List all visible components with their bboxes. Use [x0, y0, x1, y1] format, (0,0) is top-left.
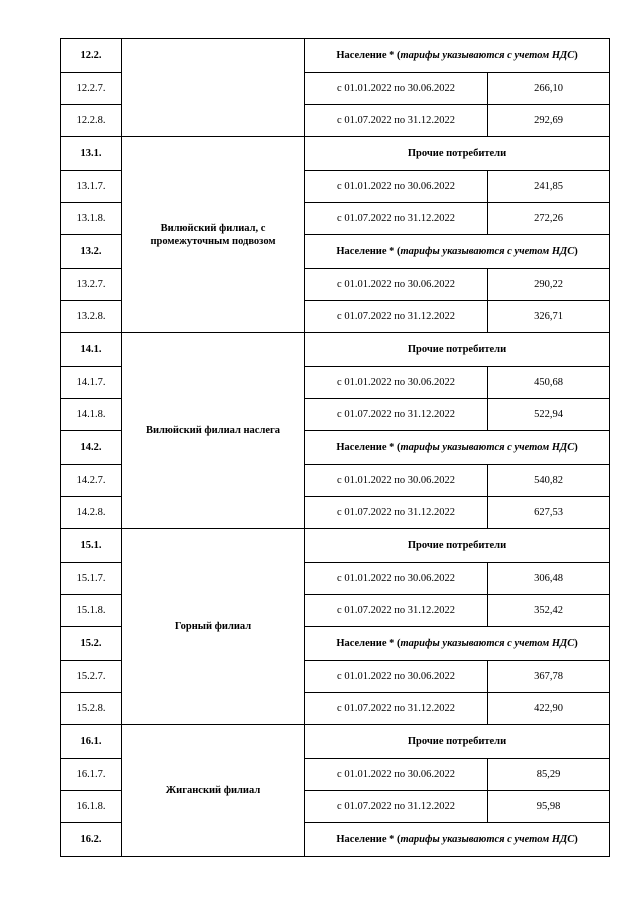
consumer-category — [305, 529, 610, 563]
consumer-category — [305, 137, 610, 171]
tariff-value: 367,78 — [488, 661, 610, 693]
closing-paren: ) — [574, 50, 578, 61]
consumer-category — [305, 431, 610, 465]
tariff-value: 422,90 — [488, 693, 610, 725]
row-number: 16.2. — [61, 823, 122, 857]
period: с 01.07.2022 по 31.12.2022 — [305, 497, 488, 529]
vat-note: тарифы указываются с учетом НДС — [400, 638, 575, 649]
period: с 01.01.2022 по 30.06.2022 — [305, 367, 488, 399]
category-label: Население * ( — [336, 50, 401, 61]
row-number: 13.1.7. — [61, 171, 122, 203]
row-number: 15.1.7. — [61, 563, 122, 595]
tariff-value: 241,85 — [488, 171, 610, 203]
consumer-category — [305, 39, 610, 73]
category-label: Население * ( — [336, 834, 401, 845]
row-number: 14.1. — [61, 333, 122, 367]
tariff-value: 95,98 — [488, 791, 610, 823]
filial-name: Горный филиал — [122, 529, 305, 725]
consumer-category — [305, 627, 610, 661]
category-label: Население * ( — [336, 638, 401, 649]
row-number: 12.2.8. — [61, 105, 122, 137]
consumer-category — [305, 725, 610, 759]
row-number: 13.1. — [61, 137, 122, 171]
row-number: 12.2.7. — [61, 73, 122, 105]
period: с 01.01.2022 по 30.06.2022 — [305, 269, 488, 301]
row-number: 14.1.7. — [61, 367, 122, 399]
closing-paren: ) — [574, 442, 578, 453]
period: с 01.07.2022 по 31.12.2022 — [305, 301, 488, 333]
tariff-value: 522,94 — [488, 399, 610, 431]
filial-name: Жиганский филиал — [122, 725, 305, 857]
consumer-category — [305, 235, 610, 269]
period: с 01.01.2022 по 30.06.2022 — [305, 563, 488, 595]
tariff-value: 290,22 — [488, 269, 610, 301]
row-number: 13.1.8. — [61, 203, 122, 235]
period: с 01.01.2022 по 30.06.2022 — [305, 661, 488, 693]
period: с 01.07.2022 по 31.12.2022 — [305, 693, 488, 725]
tariff-value: 627,53 — [488, 497, 610, 529]
row-number: 14.2.8. — [61, 497, 122, 529]
vat-note: тарифы указываются с учетом НДС — [400, 50, 575, 61]
row-number: 13.2.7. — [61, 269, 122, 301]
section-header-row — [61, 39, 610, 73]
period: с 01.07.2022 по 31.12.2022 — [305, 399, 488, 431]
category-label: Прочие потребители — [407, 736, 507, 747]
tariff-table — [60, 38, 610, 857]
row-number: 13.2. — [61, 235, 122, 269]
section-header-row — [61, 333, 610, 367]
category-label: Прочие потребители — [407, 344, 507, 355]
row-number: 13.2.8. — [61, 301, 122, 333]
period: с 01.01.2022 по 30.06.2022 — [305, 465, 488, 497]
tariff-value: 352,42 — [488, 595, 610, 627]
section-header-row — [61, 137, 610, 171]
consumer-category — [305, 333, 610, 367]
category-label: Население * ( — [336, 442, 401, 453]
period: с 01.01.2022 по 30.06.2022 — [305, 171, 488, 203]
closing-paren: ) — [574, 834, 578, 845]
row-number: 14.1.8. — [61, 399, 122, 431]
row-number: 14.2.7. — [61, 465, 122, 497]
row-number: 15.2.8. — [61, 693, 122, 725]
section-header-row — [61, 725, 610, 759]
tariff-value: 306,48 — [488, 563, 610, 595]
row-number: 16.1.8. — [61, 791, 122, 823]
period: с 01.01.2022 по 30.06.2022 — [305, 759, 488, 791]
row-number: 14.2. — [61, 431, 122, 465]
closing-paren: ) — [574, 638, 578, 649]
row-number: 16.1. — [61, 725, 122, 759]
section-header-row — [61, 529, 610, 563]
period: с 01.07.2022 по 31.12.2022 — [305, 203, 488, 235]
consumer-category — [305, 823, 610, 857]
row-number: 15.2. — [61, 627, 122, 661]
period: с 01.07.2022 по 31.12.2022 — [305, 791, 488, 823]
category-label: Прочие потребители — [407, 148, 507, 159]
period: с 01.07.2022 по 31.12.2022 — [305, 105, 488, 137]
tariff-value: 450,68 — [488, 367, 610, 399]
category-label: Прочие потребители — [407, 540, 507, 551]
row-number: 15.1.8. — [61, 595, 122, 627]
row-number: 15.2.7. — [61, 661, 122, 693]
tariff-table-body — [61, 39, 610, 857]
row-number: 15.1. — [61, 529, 122, 563]
tariff-value: 85,29 — [488, 759, 610, 791]
tariff-value: 540,82 — [488, 465, 610, 497]
filial-name: Вилюйский филиал наслега — [122, 333, 305, 529]
row-number: 12.2. — [61, 39, 122, 73]
tariff-value: 272,26 — [488, 203, 610, 235]
filial-name — [122, 39, 305, 137]
filial-name: Вилюйский филиал, с промежуточным подвозом — [122, 137, 305, 333]
tariff-value: 292,69 — [488, 105, 610, 137]
row-number: 16.1.7. — [61, 759, 122, 791]
tariff-value: 266,10 — [488, 73, 610, 105]
category-label: Население * ( — [336, 246, 401, 257]
period: с 01.07.2022 по 31.12.2022 — [305, 595, 488, 627]
tariff-value: 326,71 — [488, 301, 610, 333]
vat-note: тарифы указываются с учетом НДС — [400, 246, 575, 257]
vat-note: тарифы указываются с учетом НДС — [400, 834, 575, 845]
vat-note: тарифы указываются с учетом НДС — [400, 442, 575, 453]
period: с 01.01.2022 по 30.06.2022 — [305, 73, 488, 105]
closing-paren: ) — [574, 246, 578, 257]
